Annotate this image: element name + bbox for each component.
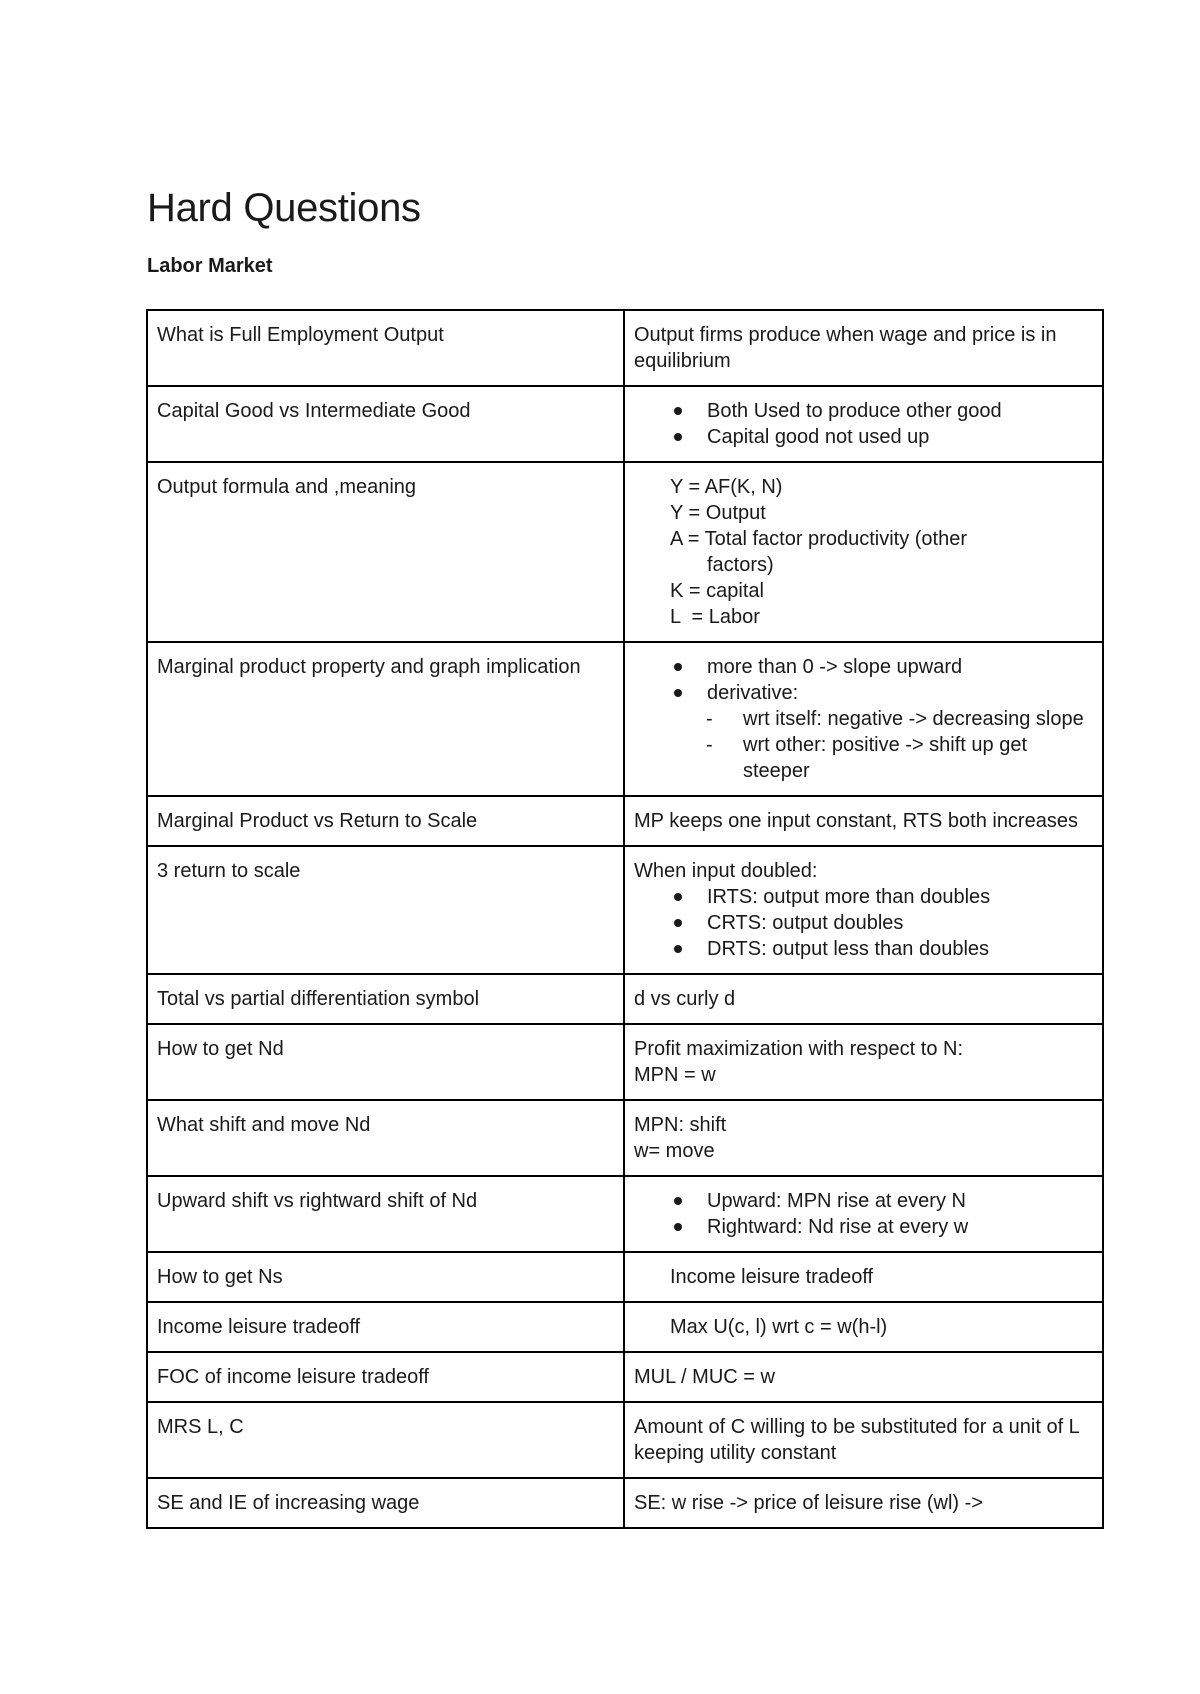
bullet-text: DRTS: output less than doubles xyxy=(707,938,990,960)
bullet-text: Capital good not used up xyxy=(707,426,930,448)
bullet-icon xyxy=(674,919,682,927)
question-cell: How to get Ns xyxy=(147,1252,624,1302)
bullet-icon xyxy=(674,433,682,441)
table-row xyxy=(147,642,1103,796)
formula-line: Y = Output xyxy=(670,502,766,524)
answer-text: Profit maximization with respect to N: xyxy=(634,1038,963,1060)
list-item xyxy=(634,654,1093,680)
answer-cell xyxy=(624,1252,1103,1302)
question-cell: FOC of income leisure tradeoff xyxy=(147,1352,624,1402)
table-row xyxy=(147,386,1103,462)
bullet-text: IRTS: output more than doubles xyxy=(707,886,991,908)
sub-item-text: wrt other: positive -> shift up get steeper xyxy=(743,734,1028,782)
bullet-icon xyxy=(674,407,682,415)
question-cell: Capital Good vs Intermediate Good xyxy=(147,386,624,462)
answer-text: MPN = w xyxy=(634,1064,716,1086)
list-item xyxy=(634,398,1093,424)
bullet-list xyxy=(634,1188,1093,1240)
table-row xyxy=(147,1024,1103,1100)
answer-cell xyxy=(624,310,1103,386)
list-item xyxy=(634,680,1093,784)
table-row xyxy=(147,1252,1103,1302)
list-item xyxy=(634,1214,1093,1240)
bullet-text: derivative: xyxy=(707,682,799,704)
sub-item-text: wrt itself: negative -> decreasing slope xyxy=(743,708,1084,730)
dash-icon: - xyxy=(706,734,713,756)
formula-line: Y = AF(K, N) xyxy=(670,476,783,498)
list-item xyxy=(634,1188,1093,1214)
answer-text: Amount of C willing to be substituted for a unit of L keeping utility constant xyxy=(634,1416,1080,1464)
bullet-icon xyxy=(674,1223,682,1231)
bullet-text: Both Used to produce other good xyxy=(707,400,1002,422)
answer-text: Income leisure tradeoff xyxy=(670,1266,874,1288)
formula-line: factors) xyxy=(707,554,774,576)
question-cell: Upward shift vs rightward shift of Nd xyxy=(147,1176,624,1252)
answer-cell xyxy=(624,1302,1103,1352)
section-heading: Labor Market xyxy=(147,255,273,277)
bullet-list xyxy=(634,654,1093,784)
question-cell: Total vs partial differentiation symbol xyxy=(147,974,624,1024)
bullet-icon xyxy=(674,893,682,901)
list-item xyxy=(670,732,1093,784)
table-row xyxy=(147,1100,1103,1176)
answer-text: Max U(c, l) wrt c = w(h-l) xyxy=(670,1316,888,1338)
question-cell: Income leisure tradeoff xyxy=(147,1302,624,1352)
question-cell: What shift and move Nd xyxy=(147,1100,624,1176)
answer-cell xyxy=(624,1478,1103,1528)
answer-text: d vs curly d xyxy=(634,988,736,1010)
bullet-text: Upward: MPN rise at every N xyxy=(707,1190,966,1212)
answer-cell xyxy=(624,974,1103,1024)
answer-cell xyxy=(624,1100,1103,1176)
table-row xyxy=(147,1402,1103,1478)
question-cell: Marginal Product vs Return to Scale xyxy=(147,796,624,846)
answer-cell xyxy=(624,1176,1103,1252)
list-item xyxy=(634,424,1093,450)
question-cell: Output formula and ,meaning xyxy=(147,462,624,642)
bullet-icon xyxy=(674,1197,682,1205)
qa-table xyxy=(146,309,1104,1529)
answer-text: When input doubled: xyxy=(634,860,818,882)
answer-cell xyxy=(624,1352,1103,1402)
bullet-icon xyxy=(674,663,682,671)
page-title: Hard Questions xyxy=(147,186,421,230)
bullet-list xyxy=(634,884,1093,962)
bullet-icon xyxy=(674,689,682,697)
list-item xyxy=(634,910,1093,936)
answer-cell xyxy=(624,1402,1103,1478)
answer-cell xyxy=(624,1024,1103,1100)
question-cell: 3 return to scale xyxy=(147,846,624,974)
table-row xyxy=(147,462,1103,642)
list-item xyxy=(670,706,1093,732)
table-row xyxy=(147,1302,1103,1352)
question-cell: What is Full Employment Output xyxy=(147,310,624,386)
answer-cell xyxy=(624,642,1103,796)
table-row xyxy=(147,1478,1103,1528)
answer-text: SE: w rise -> price of leisure rise (wl) -> xyxy=(634,1492,983,1514)
dash-icon: - xyxy=(706,708,713,730)
answer-cell xyxy=(624,846,1103,974)
list-item xyxy=(634,884,1093,910)
bullet-text: Rightward: Nd rise at every w xyxy=(707,1216,969,1238)
table-row xyxy=(147,846,1103,974)
table-row xyxy=(147,1176,1103,1252)
bullet-text: CRTS: output doubles xyxy=(707,912,904,934)
bullet-text: more than 0 -> slope upward xyxy=(707,656,963,678)
question-cell: How to get Nd xyxy=(147,1024,624,1100)
formula-line: L = Labor xyxy=(670,606,760,628)
formula-line: A = Total factor productivity (other xyxy=(670,528,968,550)
answer-text: MPN: shift xyxy=(634,1114,727,1136)
formula-line: K = capital xyxy=(670,580,764,602)
sub-list xyxy=(670,706,1093,784)
answer-text: w= move xyxy=(634,1140,715,1162)
question-cell: Marginal product property and graph implication xyxy=(147,642,624,796)
list-item xyxy=(634,936,1093,962)
question-cell: SE and IE of increasing wage xyxy=(147,1478,624,1528)
table-row xyxy=(147,310,1103,386)
bullet-list xyxy=(634,398,1093,450)
answer-text: Output firms produce when wage and price is in equilibrium xyxy=(634,324,1057,372)
answer-cell xyxy=(624,386,1103,462)
answer-text: MP keeps one input constant, RTS both increases xyxy=(634,810,1078,832)
table-row xyxy=(147,1352,1103,1402)
table-row xyxy=(147,796,1103,846)
table-row xyxy=(147,974,1103,1024)
answer-text: MUL / MUC = w xyxy=(634,1366,775,1388)
answer-cell xyxy=(624,462,1103,642)
bullet-icon xyxy=(674,945,682,953)
answer-cell xyxy=(624,796,1103,846)
question-cell: MRS L, C xyxy=(147,1402,624,1478)
